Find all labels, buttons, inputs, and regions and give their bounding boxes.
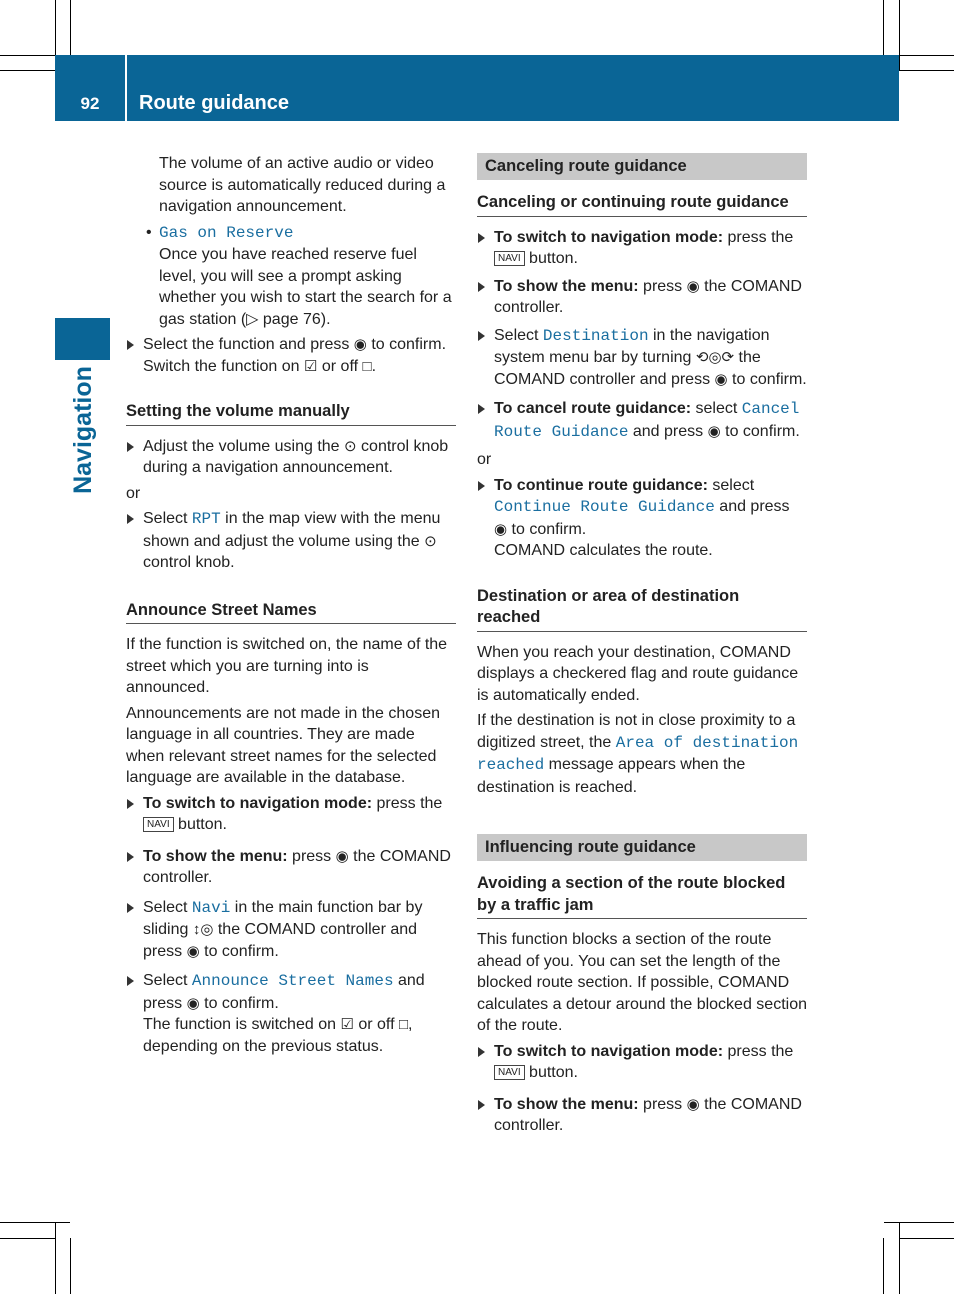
step-select-rpt: Select RPT in the map view with the menu shown and adjust the volume using the ⊙ control knob. (126, 508, 456, 574)
step-adjust-volume: Adjust the volume using the ⊙ control knob during a navigation announcement. (126, 436, 456, 479)
step-nav-mode: To switch to navigation mode: press the NAVI button. (126, 793, 456, 836)
step-continue-guidance: To continue route guidance: select Continue Route Guidance and press ◉ to confirm. COMAND calculates the route. (477, 475, 807, 562)
step-select-announce: Select Announce Street Names and press ◉ to confirm. The function is switched on ☑ or off □, depending on the previous status. (126, 970, 456, 1057)
step-show-menu: To show the menu: press ◉ the COMAND controller. (477, 1094, 807, 1137)
left-column (126, 153, 456, 1061)
page-number: 92 (80, 94, 100, 113)
side-tab (55, 360, 110, 500)
arrow-icon (127, 976, 134, 986)
crop-mark (883, 1238, 884, 1294)
crop-mark (884, 1222, 954, 1223)
arrow-icon (127, 799, 134, 809)
on-knob-icon: ⊙ (344, 437, 357, 455)
crop-mark (55, 1222, 56, 1294)
press-controller-icon: ◉ (186, 994, 200, 1012)
navi-key: NAVI (494, 251, 525, 266)
checkbox-on-icon: ☑ (303, 357, 318, 375)
menu-item-rpt: RPT (191, 510, 221, 528)
section-influencing: Influencing route guidance (477, 834, 807, 861)
arrow-icon (127, 852, 134, 862)
step-nav-mode: To switch to navigation mode: press the NAVI button. (477, 227, 807, 270)
gas-text: Once you have reached reserve fuel level, you will see a prompt asking whether you wish to start the search for a gas station (▷ page 76). (159, 246, 452, 328)
side-tab-label: Navigation (68, 366, 97, 494)
menu-item-announce-street-names: Announce Street Names (191, 972, 394, 990)
navi-key: NAVI (143, 817, 174, 832)
checkbox-off-icon: □ (398, 1016, 409, 1033)
step-select-navi: Select Navi in the main function bar by sliding ↕◎ the COMAND controller and press ◉ to confirm. (126, 897, 456, 963)
arrow-icon (478, 233, 485, 243)
heading-destination-reached: Destination or area of destination reached (477, 586, 807, 632)
crop-mark (899, 1238, 954, 1239)
or-text: or (477, 451, 492, 468)
press-controller-icon: ◉ (335, 847, 349, 865)
press-controller-icon: ◉ (707, 422, 721, 440)
arrow-icon (478, 282, 485, 292)
list-item (126, 222, 456, 245)
side-tab-marker (55, 318, 110, 360)
right-column (477, 153, 807, 1141)
arrow-icon (127, 514, 134, 524)
step-nav-mode: To switch to navigation mode: press the NAVI button. (477, 1041, 807, 1084)
step-select-function: Select the function and press ◉ to confirm. Switch the function on ☑ or off □. (126, 334, 456, 377)
press-controller-icon: ◉ (714, 370, 728, 388)
menu-item-continue-route-guidance: Continue Route Guidance (494, 498, 715, 516)
avoid-text: This function blocks a section of the route ahead of you. You can set the length of the blocked route section. If possible, COMAND calculates a detour around the blocked section of the route. (477, 931, 807, 1034)
turn-controller-icon: ⟲◎⟳ (695, 349, 735, 366)
announce-text-1: If the function is switched on, the name of the street which you are turning into is announced. (126, 636, 448, 696)
heading-volume: Setting the volume manually (126, 401, 456, 426)
step-select-destination: Select Destination in the navigation system menu bar by turning ⟲◎⟳ the COMAND controller and press ◉ to confirm. (477, 325, 807, 391)
step-show-menu: To show the menu: press ◉ the COMAND controller. (477, 276, 807, 319)
crop-mark (899, 0, 900, 70)
arrow-icon (127, 340, 134, 350)
arrow-icon (127, 442, 134, 452)
section-canceling: Canceling route guidance (477, 153, 807, 180)
press-controller-icon: ◉ (186, 942, 200, 960)
slide-controller-icon: ↕◎ (192, 921, 214, 938)
heading-avoid-section: Avoiding a section of the route blocked by a traffic jam (477, 873, 807, 919)
crop-mark (70, 1238, 71, 1294)
destination-text-2: If the destination is not in close proximity to a digitized street, the Area of destination reached message appears when the destination is reached. (477, 712, 799, 796)
crop-mark (70, 0, 71, 55)
step-cancel-guidance: To cancel route guidance: select Cancel Route Guidance and press ◉ to confirm. (477, 398, 807, 443)
page-title: Route guidance (139, 92, 290, 114)
crop-mark (0, 1238, 55, 1239)
crop-mark (899, 55, 954, 56)
navi-key: NAVI (494, 1065, 525, 1080)
crop-mark (0, 1222, 70, 1223)
checkbox-on-icon: ☑ (340, 1016, 354, 1033)
step-show-menu: To show the menu: press ◉ the COMAND controller. (126, 846, 456, 889)
menu-item-navi: Navi (191, 898, 231, 917)
menu-item-destination: Destination (542, 326, 649, 345)
arrow-icon (478, 1100, 485, 1110)
arrow-icon (478, 404, 485, 414)
press-controller-icon: ◉ (494, 520, 508, 538)
heading-announce: Announce Street Names (126, 600, 456, 625)
arrow-icon (127, 903, 134, 913)
press-controller-icon: ◉ (686, 277, 700, 295)
menu-item-gas-on-reserve: Gas on Reserve (159, 223, 294, 242)
press-controller-icon: ◉ (686, 1095, 700, 1113)
or-text: or (126, 484, 141, 502)
intro-text: The volume of an active audio or video source is automatically reduced during a navigation announcement. (159, 155, 446, 215)
arrow-icon (478, 481, 485, 491)
crop-mark (0, 55, 55, 56)
bullet-dot: • (146, 223, 152, 241)
destination-text-1: When you reach your destination, COMAND displays a checkered flag and route guidance is automatically ended. (477, 643, 799, 704)
press-controller-icon: ◉ (353, 336, 367, 353)
message-area-of-destination-reached: Area of destination reached (477, 733, 799, 774)
crop-mark (899, 1222, 900, 1294)
checkbox-off-icon: □ (362, 357, 372, 375)
crop-mark (883, 0, 884, 55)
header-divider (125, 55, 127, 121)
announce-text-2: Announcements are not made in the chosen language in all countries. They are made when relevant street names for the selected language are available in the database. (126, 704, 440, 786)
menu-item-cancel-route-guidance: Cancel Route Guidance (494, 400, 800, 441)
heading-cancel-continue: Canceling or continuing route guidance (477, 192, 807, 217)
arrow-icon (478, 331, 485, 341)
on-knob-icon: ⊙ (424, 532, 437, 550)
arrow-icon (478, 1047, 485, 1057)
